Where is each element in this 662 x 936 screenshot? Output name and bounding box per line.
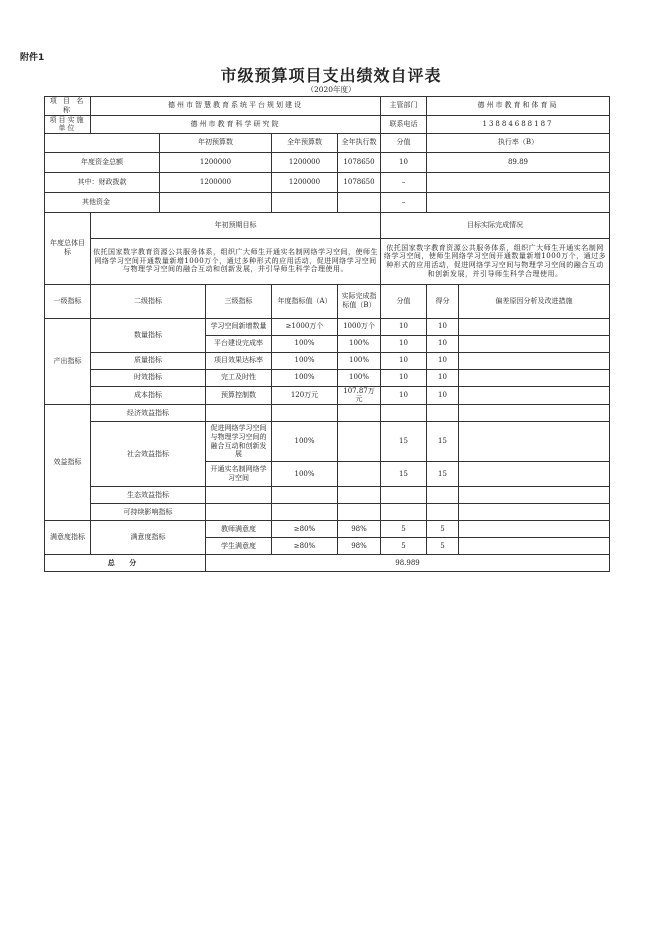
score: 10 (427, 352, 459, 369)
target-value: ≥1000万个 (272, 318, 338, 335)
funds-rate (427, 192, 610, 212)
analysis-cell (459, 521, 610, 538)
funds-executed (338, 192, 381, 212)
impl-value: 德州市教育科学研究院 (91, 115, 381, 134)
score-value: 10 (381, 386, 427, 405)
indicator-row (45, 405, 610, 422)
target-value: 100% (272, 422, 338, 462)
funds-header-rate: 执行率（B） (427, 134, 610, 153)
actual-value (338, 422, 381, 462)
goals-row-label: 年度总体目标 (45, 212, 91, 284)
funds-row-total (45, 152, 610, 172)
level3-name: 完工及时性 (206, 369, 272, 386)
level2-cost: 成本指标 (91, 386, 206, 405)
funds-header-initial: 年初预算数 (160, 134, 272, 153)
target-value: 100% (272, 352, 338, 369)
score: 5 (427, 521, 459, 538)
funds-score-value: 10 (381, 152, 427, 172)
indicator-row (45, 504, 610, 521)
level1-benefit: 效益指标 (45, 405, 91, 521)
project-name-label: 项 目 名 称 (45, 97, 91, 116)
analysis-cell (459, 318, 610, 335)
attachment-label: 附件1 (20, 53, 45, 63)
level2-timeliness: 时效指标 (91, 369, 206, 386)
score: 15 (427, 422, 459, 462)
funds-rate: 89.89 (427, 152, 610, 172)
level2-quality: 质量指标 (91, 352, 206, 369)
level1-output: 产出指标 (45, 318, 91, 405)
header-analysis: 偏差原因分析及改进措施 (459, 284, 610, 318)
actual-value: 100% (338, 369, 381, 386)
phone-label: 联系电话 (381, 115, 427, 134)
level2-sustainable: 可持续影响指标 (91, 504, 206, 521)
year-label: （2020年度） (306, 85, 356, 94)
target-value: 100% (272, 462, 338, 487)
level2-satisfaction: 满意度指标 (91, 521, 206, 555)
score-value: 10 (381, 335, 427, 352)
analysis-cell (459, 422, 610, 462)
target-value: ≥80% (272, 538, 338, 555)
phone-value: 13884688187 (427, 115, 610, 134)
actual-value (338, 462, 381, 487)
score-value: 10 (381, 352, 427, 369)
funds-row-label: 其中：财政拨款 (45, 172, 160, 192)
analysis-cell (459, 386, 610, 405)
level3-name: 预算控制数 (206, 386, 272, 405)
target-value: 100% (272, 335, 338, 352)
score: 10 (427, 386, 459, 405)
funds-score-value: – (381, 192, 427, 212)
actual-value: 100% (338, 352, 381, 369)
funds-header-executed: 全年执行数 (338, 134, 381, 153)
target-value: 100% (272, 369, 338, 386)
funds-header-annual: 全年预算数 (272, 134, 338, 153)
score: 5 (427, 538, 459, 555)
level2-ecological: 生态效益指标 (91, 487, 206, 504)
header-score-value: 分值 (381, 284, 427, 318)
funds-rate (427, 172, 610, 192)
goals-text-row (45, 238, 610, 284)
score: 10 (427, 318, 459, 335)
impl-label: 项目实施单位 (45, 115, 91, 134)
target-value: ≥80% (272, 521, 338, 538)
score: 10 (427, 335, 459, 352)
funds-initial: 1200000 (160, 152, 272, 172)
level3-name: 平台建设完成率 (206, 335, 272, 352)
level3-name: 学习空间新增数量 (206, 318, 272, 335)
info-row-1 (45, 97, 610, 116)
score-value: 10 (381, 318, 427, 335)
info-row-2 (45, 115, 610, 134)
funds-annual: 1200000 (272, 152, 338, 172)
indicator-row (45, 386, 610, 405)
funds-row-label: 其他资金 (45, 192, 160, 212)
dept-value: 德州市教育和体育局 (427, 97, 610, 116)
dept-label: 主管部门 (381, 97, 427, 116)
funds-score-value: – (381, 172, 427, 192)
score-value: 10 (381, 369, 427, 386)
level3-name: 开通实名制网络学习空间 (206, 462, 272, 487)
goals-header-row (45, 212, 610, 238)
funds-initial (160, 192, 272, 212)
level3-name: 学生满意度 (206, 538, 272, 555)
indicator-header-row (45, 284, 610, 318)
target-value: 120万元 (272, 386, 338, 405)
actual-value: 100% (338, 335, 381, 352)
actual-value: 98% (338, 521, 381, 538)
level2-quantity: 数量指标 (91, 318, 206, 352)
funds-executed: 1078650 (338, 172, 381, 192)
analysis-cell (459, 538, 610, 555)
project-name: 德州市智慧教育系统平台规划建设 (91, 97, 381, 116)
total-label: 总 分 (45, 555, 206, 572)
indicator-row (45, 521, 610, 538)
self-evaluation-table (44, 96, 610, 572)
indicator-row (45, 352, 610, 369)
level1-satisfaction: 满意度指标 (45, 521, 91, 555)
goals-planned-text: 依托国家数字教育资源公共服务体系，组织广大师生开通实名制网络学习空间，使师生网络学习空间开通数量新增1000万个，通过多种形式的应用活动，促进网络学习空间与物理学习空间的融合互动和创新发展，并引导师生科学合理使用。 (91, 238, 381, 284)
level3-name: 教师满意度 (206, 521, 272, 538)
header-score: 得分 (427, 284, 459, 318)
funds-row-fiscal (45, 172, 610, 192)
total-row (45, 555, 610, 572)
goals-actual-text: 依托国家数字教育资源公共服务体系，组织广大师生开通实名制网络学习空间，使师生网络学习空间开通数量新增1000万个，通过多种形式的应用活动，促进网络学习空间与物理学习空间的融合互动和创新发展，并引导师生科学合理使用。 (381, 238, 610, 284)
indicator-row (45, 318, 610, 335)
score-value: 15 (381, 422, 427, 462)
analysis-cell (459, 369, 610, 386)
funds-annual (272, 192, 338, 212)
header-level1: 一级指标 (45, 284, 91, 318)
actual-value: 1000万个 (338, 318, 381, 335)
indicator-row (45, 487, 610, 504)
actual-value: 98% (338, 538, 381, 555)
score-value: 5 (381, 521, 427, 538)
total-value: 98.989 (206, 555, 610, 572)
score-value: 15 (381, 462, 427, 487)
header-level3: 三级指标 (206, 284, 272, 318)
analysis-cell (459, 352, 610, 369)
score: 15 (427, 462, 459, 487)
level2-economic: 经济效益指标 (91, 405, 206, 422)
header-level2: 二级指标 (91, 284, 206, 318)
header-target: 年度指标值（A） (272, 284, 338, 318)
analysis-cell (459, 335, 610, 352)
analysis-cell (459, 462, 610, 487)
level3-name: 促进网络学习空间与物理学习空间的融合互动和创新发展 (206, 422, 272, 462)
score-value: 5 (381, 538, 427, 555)
funds-annual: 1200000 (272, 172, 338, 192)
funds-row-label: 年度资金总额 (45, 152, 160, 172)
level2-social: 社会效益指标 (91, 422, 206, 487)
header-actual: 实际完成指标值（B） (338, 284, 381, 318)
funds-executed: 1078650 (338, 152, 381, 172)
goals-actual-header: 目标实际完成情况 (381, 212, 610, 238)
level3-name: 项目效果达标率 (206, 352, 272, 369)
score: 10 (427, 369, 459, 386)
actual-value: 107.87万元 (338, 386, 381, 405)
funds-header-row (45, 134, 610, 153)
indicator-row (45, 422, 610, 462)
funds-header-score-value: 分值 (381, 134, 427, 153)
funds-row-other (45, 192, 610, 212)
indicator-row (45, 369, 610, 386)
page-title: 市级预算项目支出绩效自评表 (220, 66, 442, 85)
goals-planned-header: 年初预期目标 (91, 212, 381, 238)
funds-initial: 1200000 (160, 172, 272, 192)
